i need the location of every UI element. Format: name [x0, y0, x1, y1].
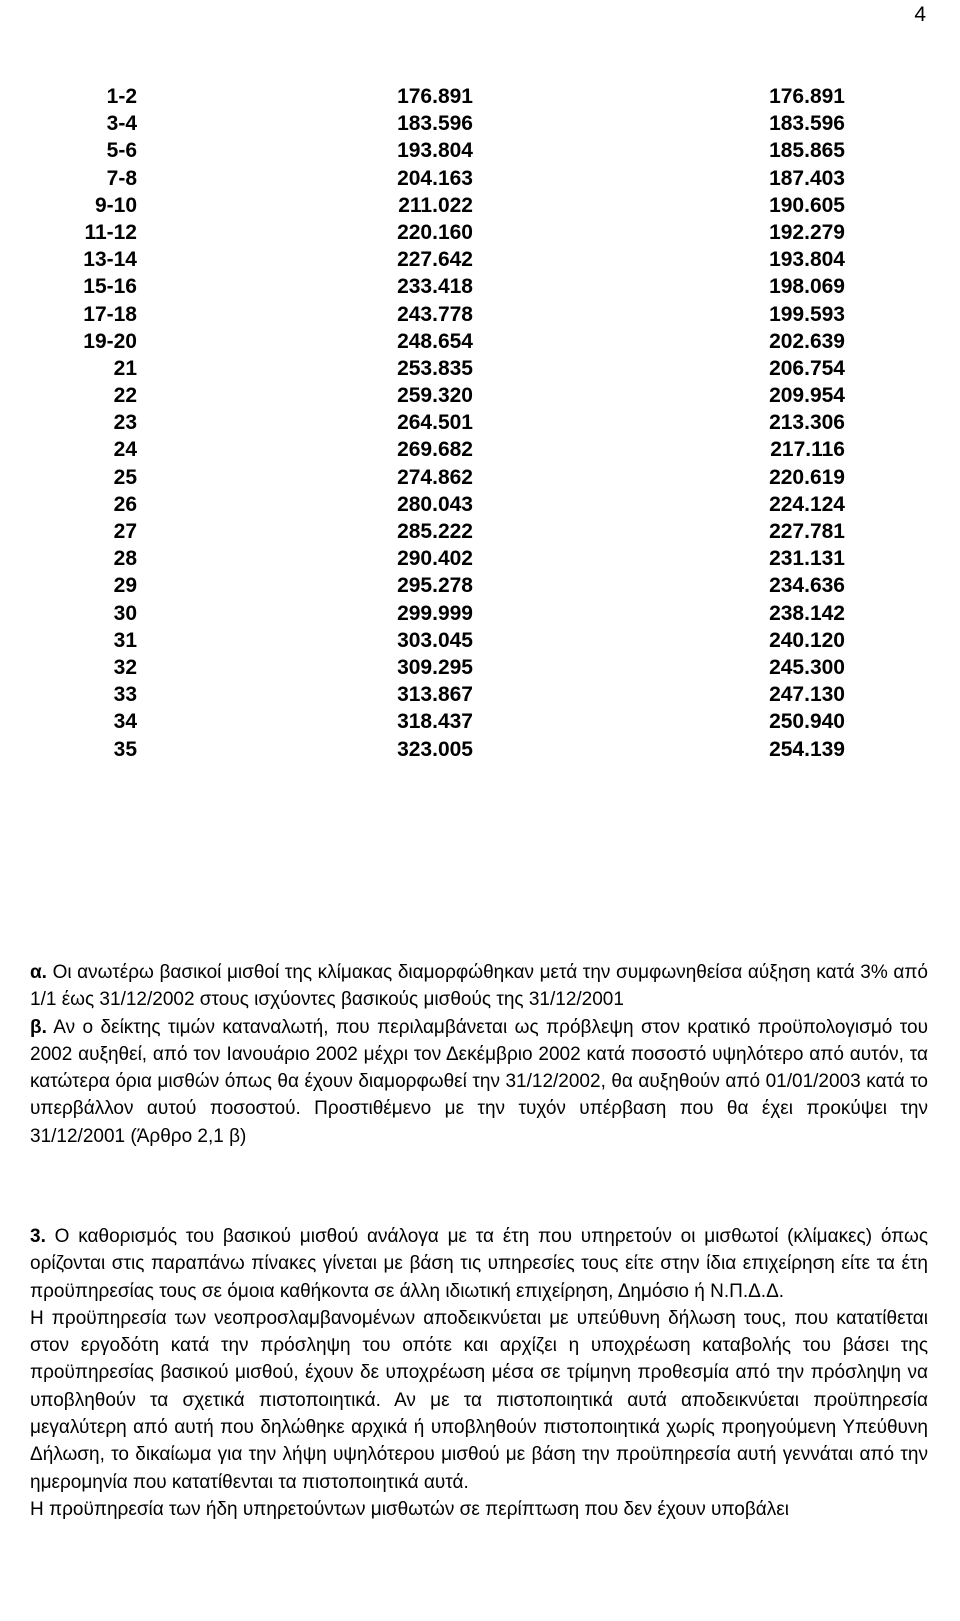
salary-cell-b: 240.120: [769, 628, 845, 652]
step-cell: 29: [113, 574, 137, 598]
note-b-label: β.: [30, 1016, 47, 1038]
step-cell: 33: [113, 683, 137, 707]
step-cell: 15-16: [83, 275, 137, 299]
salary-cell-a: 233.418: [397, 275, 473, 299]
table-row: [0, 83, 960, 110]
table-row: [0, 165, 960, 192]
paragraph-existing: Η προϋπηρεσία των ήδη υπηρετούντων μισθωτών σε περίπτωση που δεν έχουν υποβάλει: [30, 1498, 789, 1520]
salary-cell-b: 209.954: [769, 384, 845, 408]
table-row: [0, 301, 960, 328]
page-number: 4: [914, 3, 926, 26]
table-row: [0, 518, 960, 545]
step-cell: 28: [113, 547, 137, 571]
salary-cell-a: 204.163: [397, 166, 473, 190]
salary-table: [0, 83, 960, 763]
salary-cell-b: 176.891: [769, 85, 845, 108]
salary-cell-b: 192.279: [769, 220, 845, 244]
step-cell: 35: [113, 737, 137, 761]
note-b: [30, 1014, 928, 1150]
salary-cell-b: 202.639: [769, 329, 845, 353]
salary-cell-b: 254.139: [769, 737, 845, 761]
step-cell: 23: [113, 411, 137, 435]
salary-cell-a: 193.804: [397, 139, 473, 163]
salary-cell-b: 187.403: [769, 166, 845, 190]
salary-cell-b: 217.116: [770, 438, 845, 462]
salary-cell-b: 234.636: [769, 574, 845, 598]
salary-cell-a: 264.501: [397, 411, 473, 435]
salary-cell-a: 280.043: [397, 492, 473, 516]
salary-cell-a: 211.022: [398, 193, 473, 217]
step-cell: 17-18: [83, 302, 137, 326]
salary-cell-a: 285.222: [397, 520, 473, 543]
salary-cell-a: 318.437: [397, 710, 473, 734]
step-cell: 9-10: [94, 193, 137, 217]
step-cell: 32: [113, 655, 137, 679]
table-row: [0, 409, 960, 436]
salary-cell-b: 190.605: [769, 193, 845, 217]
step-cell: 25: [113, 465, 137, 489]
paragraph-newcomers: Η προϋπηρεσία των νεοπροσλαμβανομένων αποδεικνύεται με υπεύθυνη δήλωση τους, που κατατίθεται στον εργοδότη κατά την πρόσληψη του οπότε και αρχίζει η υποχρέωση καταβολής του βάσει της προϋπηρεσίας βασικού μισθού, έχουν δε υποχρέωση μέσα σε τρίμηνη προθεσμία από την πρόσληψη να υποβληθούν τα σχετικά πιστοποιητικά. Αν με τα πιστοποιητικά αυτά αποδεικνύεται προϋπηρεσία μεγαλύτερη από αυτή που δηλώθηκε αρχικά ή υποβληθούν πιστοποιητικά χωρίς προηγούμενη Υπεύθυνη Δήλωση, το δικαίωμα για την λήψη υψηλότερου μισθού με βάση την προϋπηρεσία αυτή γεννάται από την ημερομηνία που κατατίθενται τα πιστοποιητικά αυτά.: [30, 1307, 928, 1493]
step-cell: 26: [113, 492, 137, 516]
salary-cell-a: 295.278: [397, 574, 473, 598]
note-a-label: α.: [30, 962, 47, 983]
table-row: [0, 464, 960, 491]
step-cell: 31: [113, 628, 137, 652]
salary-cell-a: 176.891: [397, 85, 473, 108]
table-row: [0, 382, 960, 409]
table-row: [0, 736, 960, 763]
salary-cell-b: 245.300: [769, 655, 845, 679]
table-row: [0, 681, 960, 708]
table-row: [0, 192, 960, 219]
table-row: [0, 436, 960, 463]
salary-cell-b: 231.131: [769, 547, 845, 571]
table-row: [0, 137, 960, 164]
table-row: [0, 246, 960, 273]
salary-cell-a: 309.295: [397, 655, 473, 679]
step-cell: 27: [113, 520, 137, 543]
note-a-text: Οι ανωτέρω βασικοί μισθοί της κλίμακας διαμορφώθηκαν μετά την συμφωνηθείσα αύξηση κατά 3% από 1/1 έως 31/12/2002 στους ισχύοντες βασικούς μισθούς της 31/12/2001: [30, 962, 928, 1011]
step-cell: 30: [113, 601, 137, 625]
salary-cell-a: 220.160: [397, 220, 473, 244]
salary-cell-b: 220.619: [769, 465, 845, 489]
table-row: [0, 219, 960, 246]
salary-cell-b: 224.124: [769, 492, 845, 516]
salary-cell-a: 323.005: [397, 737, 473, 761]
step-cell: 11-12: [84, 220, 137, 244]
note-b-text: Αν ο δείκτης τιμών καταναλωτή, που περιλαμβάνεται ως πρόβλεψη στον κρατικό προϋπολογισμό του 2002 αυξηθεί, από τον Ιανουάριο 2002 μέχρι τον Δεκέμβριο 2002 κατά ποσοστό υψηλότερο από αυτόν, τα κατώτερα όρια μισθών όπως θα έχουν διαμορφωθεί την 31/12/2002, θα αυξηθούν από 01/01/2003 κατά το υπερβάλλον αυτού ποσοστού. Προστιθέμενο με την τυχόν υπέρβαση που θα έχει προκύψει την 31/12/2001 (Άρθρο 2,1 β): [30, 1016, 928, 1147]
salary-cell-a: 243.778: [397, 302, 473, 326]
salary-cell-b: 183.596: [769, 112, 845, 136]
step-cell: 1-2: [106, 85, 137, 108]
salary-cell-a: 253.835: [397, 356, 473, 380]
salary-cell-b: 193.804: [769, 248, 845, 272]
table-row: [0, 491, 960, 518]
salary-cell-a: 303.045: [397, 628, 473, 652]
section-3-text: Ο καθορισμός του βασικού μισθού ανάλογα με τα έτη που υπηρετούν οι μισθωτοί (κλίμακες) όπως ορίζονται στις παραπάνω πίνακες γίνεται με βάση τις υπηρεσίες τους είτε στην ίδια επιχείρηση είτε τα έτη προϋπηρεσίας τους σε όμοια καθήκοντα σε άλλη ιδιωτική επιχείρηση, Δημόσιο ή Ν.Π.Δ.Δ.: [30, 1226, 928, 1302]
section-3: [30, 1223, 928, 1305]
salary-cell-a: 183.596: [397, 112, 473, 136]
step-cell: 3-4: [106, 112, 137, 136]
step-cell: 34: [113, 710, 137, 734]
salary-cell-b: 227.781: [769, 520, 845, 543]
step-cell: 19-20: [83, 329, 137, 353]
table-row: [0, 600, 960, 627]
salary-cell-a: 269.682: [397, 438, 473, 462]
table-row: [0, 355, 960, 382]
salary-cell-a: 299.999: [397, 601, 473, 625]
salary-cell-a: 313.867: [397, 683, 473, 707]
step-cell: 5-6: [106, 139, 137, 163]
note-a: [30, 959, 928, 1014]
table-row: [0, 545, 960, 572]
table-row: [0, 654, 960, 681]
step-cell: 22: [113, 384, 137, 408]
section-3-block: [30, 1223, 928, 1523]
table-row: [0, 110, 960, 137]
salary-cell-b: 199.593: [769, 302, 845, 326]
table-row: [0, 708, 960, 735]
step-cell: 24: [113, 438, 137, 462]
salary-cell-b: 247.130: [769, 683, 845, 707]
step-cell: 21: [113, 356, 137, 380]
salary-cell-b: 185.865: [769, 139, 845, 163]
table-row: [0, 627, 960, 654]
table-row: [0, 273, 960, 300]
step-cell: 7-8: [106, 166, 137, 190]
salary-cell-b: 250.940: [769, 710, 845, 734]
salary-cell-a: 259.320: [397, 384, 473, 408]
salary-cell-b: 213.306: [769, 411, 845, 435]
salary-cell-a: 248.654: [397, 329, 473, 353]
salary-cell-a: 290.402: [397, 547, 473, 571]
salary-cell-b: 206.754: [769, 356, 845, 380]
salary-cell-b: 238.142: [769, 601, 845, 625]
step-cell: 13-14: [83, 248, 137, 272]
salary-cell-a: 274.862: [397, 465, 473, 489]
table-row: [0, 328, 960, 355]
table-row: [0, 572, 960, 599]
salary-cell-a: 227.642: [397, 248, 473, 272]
salary-cell-b: 198.069: [769, 275, 845, 299]
notes-block: [30, 959, 928, 1150]
section-3-label: 3.: [30, 1226, 46, 1247]
